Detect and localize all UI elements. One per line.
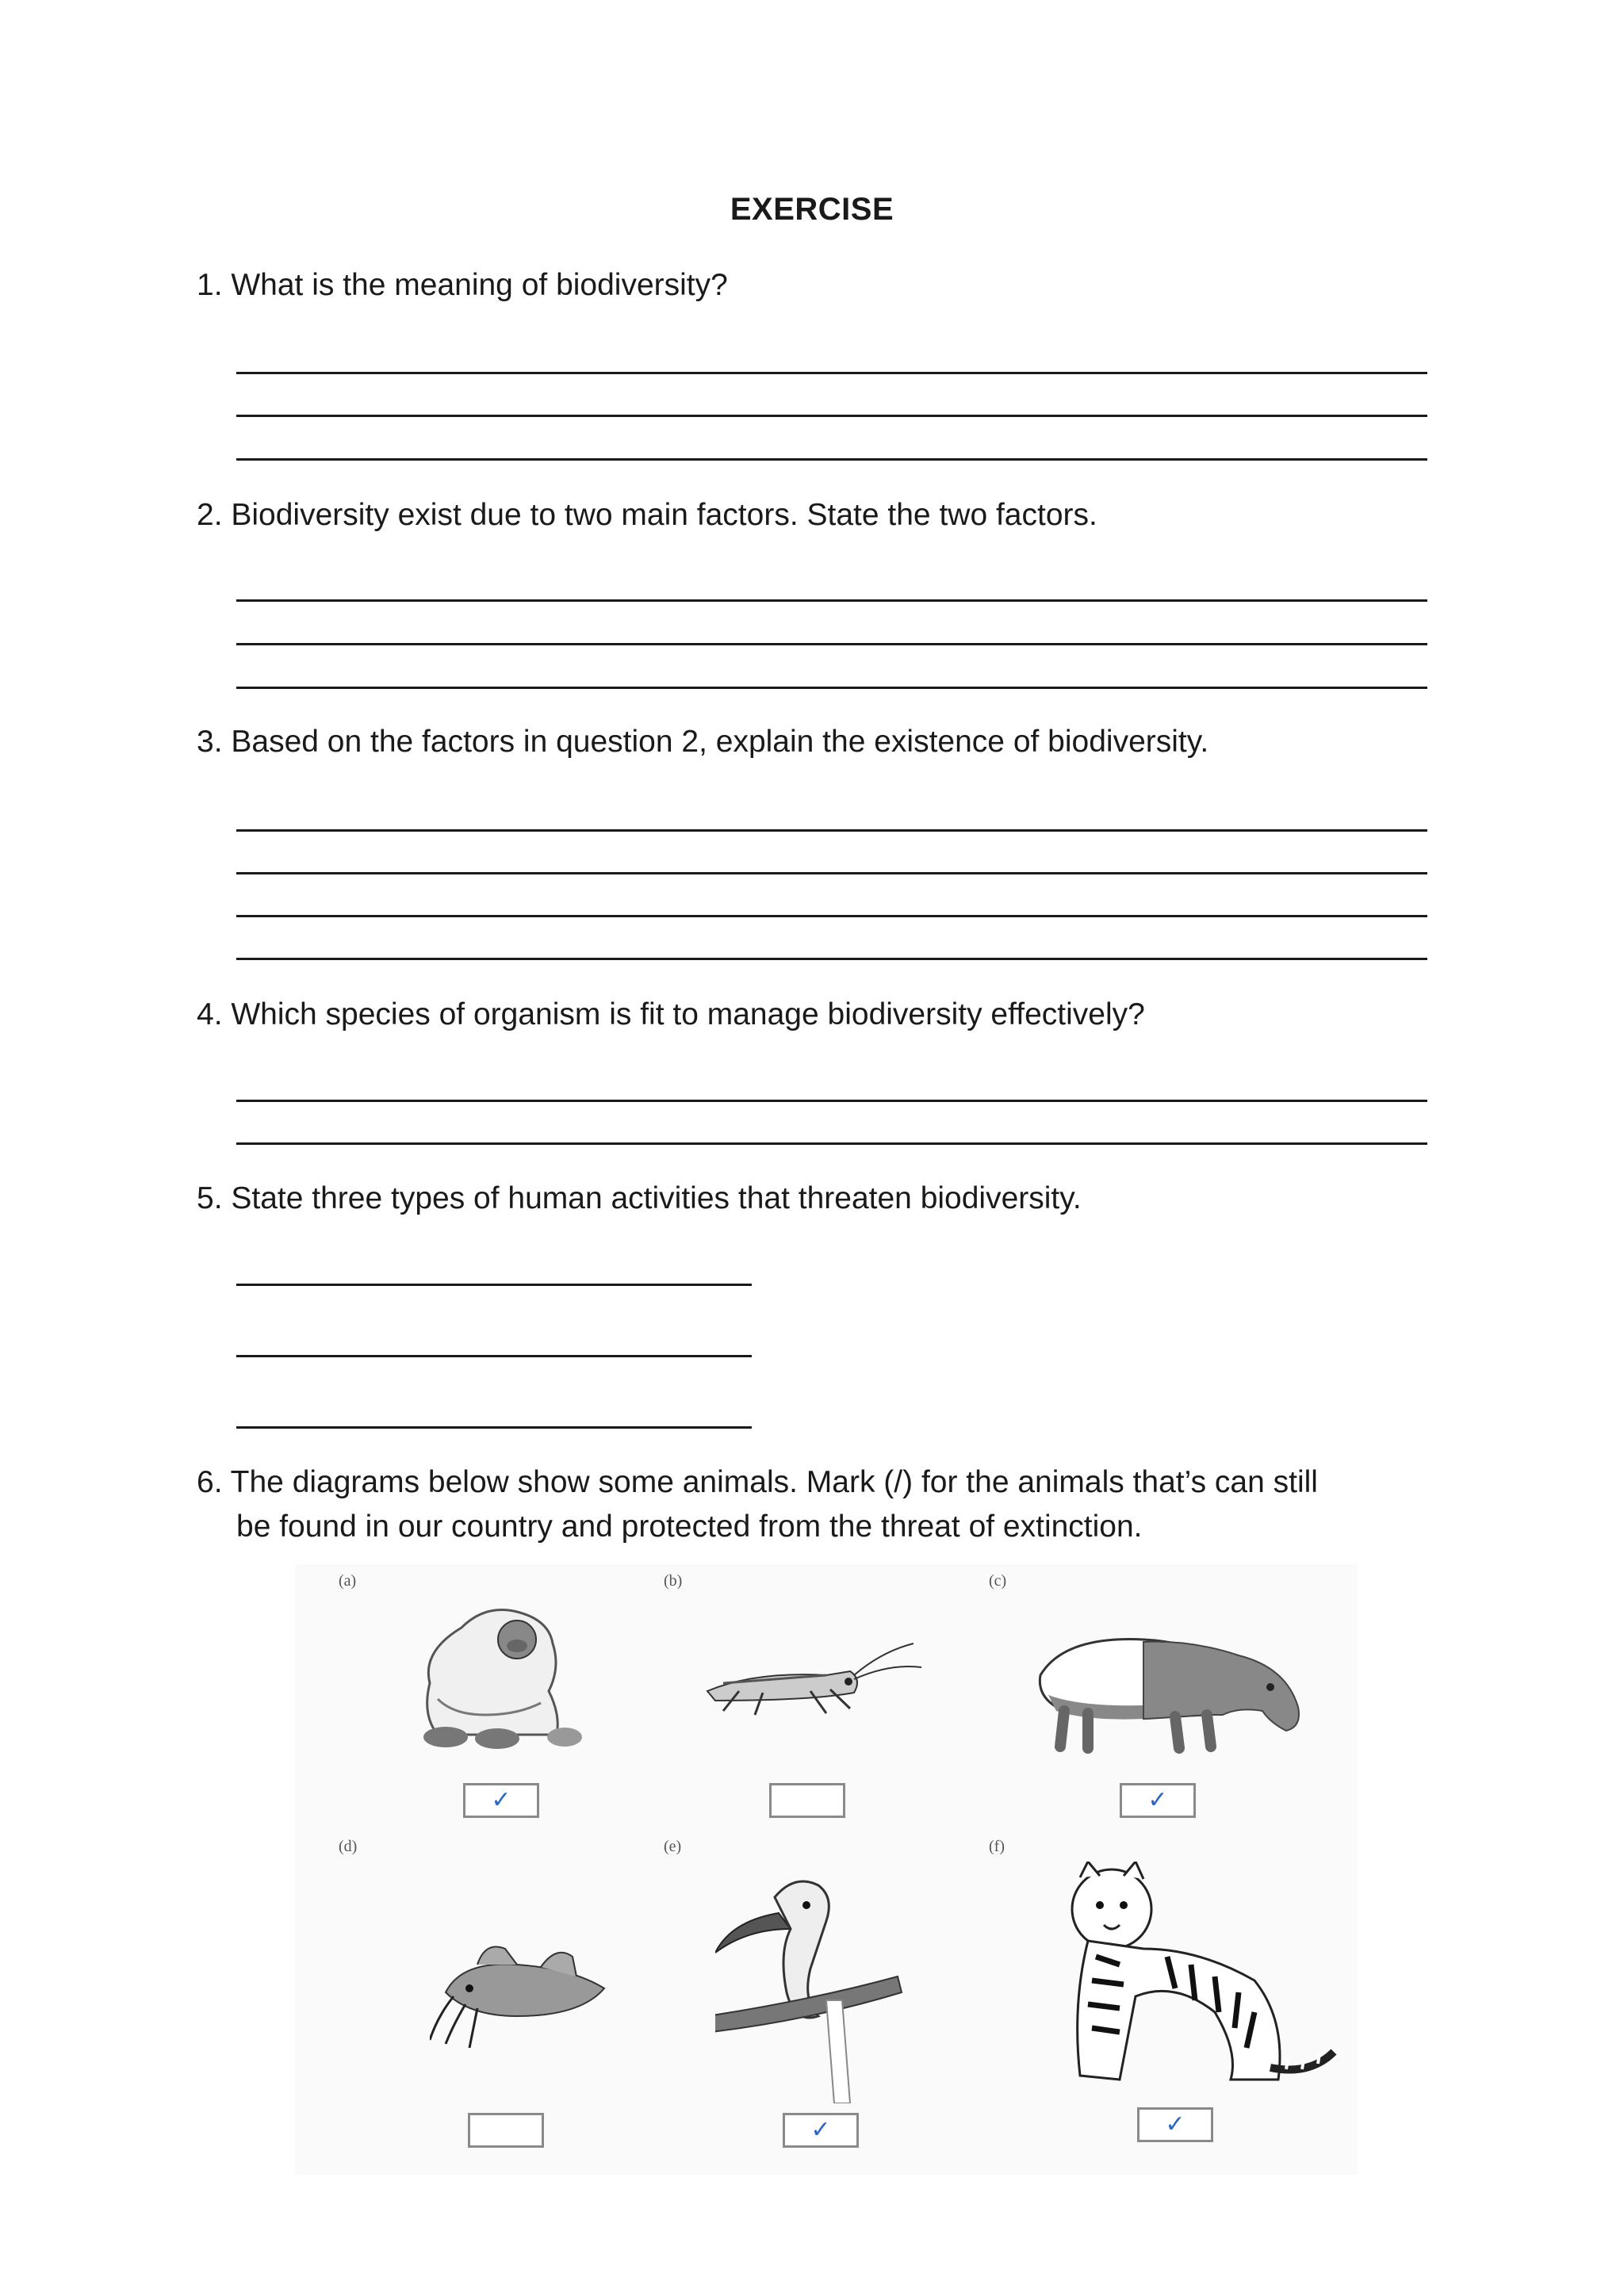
answer-line[interactable] [236,829,1427,832]
answer-line[interactable] [236,687,1427,689]
checkbox-e[interactable]: ✓ [783,2113,859,2148]
tiger-icon [1056,1862,1342,2091]
hornbill-icon [715,1866,937,2103]
orangutan-icon [390,1596,612,1755]
question-6-line-1: 6. The diagrams below show some animals. Mark (/) for the animals that’s can still [197,1465,1318,1499]
question-4: 4. Which species of organism is fit to manage biodiversity effectively? [197,997,1145,1031]
answer-line[interactable] [236,958,1427,960]
answer-line[interactable] [236,872,1427,874]
animals-figure [295,1564,1358,2175]
checkbox-c[interactable]: ✓ [1120,1783,1196,1818]
checkbox-d[interactable] [468,2113,544,2148]
label-d: (d) [339,1838,358,1855]
label-c: (c) [989,1572,1007,1590]
page-title: EXERCISE [730,192,894,227]
question-2: 2. Biodiversity exist due to two main factors. State the two factors. [197,498,1097,532]
label-e: (e) [664,1838,682,1855]
question-3: 3. Based on the factors in question 2, explain the existence of biodiversity. [197,725,1209,759]
grasshopper-icon [691,1636,929,1723]
answer-line[interactable] [236,643,1427,645]
answer-line[interactable] [236,1355,752,1357]
label-b: (b) [664,1572,683,1590]
catfish-icon [430,1929,620,2048]
checkbox-a[interactable]: ✓ [463,1783,539,1818]
answer-line[interactable] [236,599,1427,602]
tapir-icon [1032,1620,1318,1755]
answer-line[interactable] [236,1100,1427,1102]
question-6-line-2: be found in our country and protected from the threat of extinction. [236,1510,1143,1544]
answer-line[interactable] [236,372,1427,374]
answer-line[interactable] [236,915,1427,917]
question-5: 5. State three types of human activities that threaten biodiversity. [197,1181,1082,1215]
label-a: (a) [339,1572,357,1590]
question-1: 1. What is the meaning of biodiversity? [197,268,728,302]
answer-line[interactable] [236,415,1427,417]
question-6 [197,1460,1434,1549]
checkbox-f[interactable]: ✓ [1137,2107,1213,2142]
answer-line[interactable] [236,1426,752,1429]
label-f: (f) [989,1838,1005,1855]
answer-line[interactable] [236,458,1427,461]
answer-line[interactable] [236,1142,1427,1145]
answer-line[interactable] [236,1284,752,1286]
checkbox-b[interactable] [769,1783,845,1818]
